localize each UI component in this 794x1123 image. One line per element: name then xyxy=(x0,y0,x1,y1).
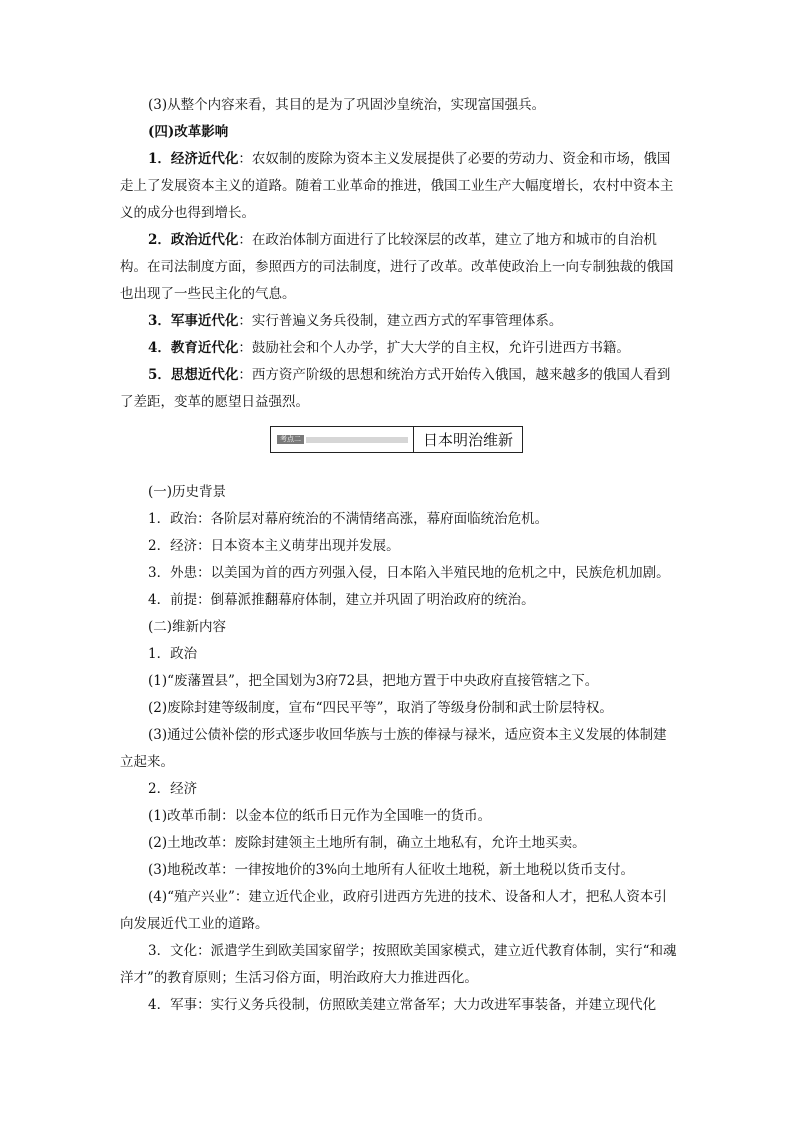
document-page xyxy=(120,92,680,1019)
impact-label: 1．经济近代化 xyxy=(148,151,239,167)
paragraph: (3)从整个内容来看，其目的是为了巩固沙皇统治，实现富国强兵。 xyxy=(148,97,546,113)
background-item: 2．经济：日本资本主义萌芽出现并发展。 xyxy=(148,538,400,554)
politics-item: (2)废除封建等级制度，宣布“四民平等”，取消了等级身份制和武士阶层特权。 xyxy=(148,700,613,716)
impact-item xyxy=(120,362,680,416)
subsection-heading: 1．政治 xyxy=(148,646,198,662)
banner-tag-area xyxy=(271,427,414,452)
impact-label: 4．教育近代化 xyxy=(148,340,239,356)
banner-title: 日本明治维新 xyxy=(422,431,513,449)
impact-text: ：西方资产阶级的思想和统治方式开始传入俄国，越来越多的俄国人看到了差距，变革的愿望日益强烈。 xyxy=(120,367,671,410)
impact-item xyxy=(120,227,680,308)
impact-text: ：实行普遍义务兵役制，建立西方式的军事管理体系。 xyxy=(238,313,563,329)
impact-label: 5．思想近代化 xyxy=(148,367,239,383)
impact-text: ：鼓励社会和个人办学，扩大大学的自主权，允许引进西方书籍。 xyxy=(238,340,630,356)
politics-item: (1)“废藩置县”，把全国划为3府72县，把地方置于中央政府直接管辖之下。 xyxy=(148,673,599,689)
subsection-heading: 2．经济 xyxy=(148,781,198,797)
section-heading: (一)历史背景 xyxy=(148,484,227,500)
impact-item xyxy=(120,308,680,335)
background-item: 4．前提：倒幕派推翻幕府体制，建立并巩固了明治政府的统治。 xyxy=(148,592,535,608)
background-item: 1．政治：各阶层对幕府统治的不满情绪高涨，幕府面临统治危机。 xyxy=(148,511,549,527)
background-item: 3．外患：以美国为首的西方列强入侵，日本陷入半殖民地的危机之中，民族危机加剧。 xyxy=(148,565,670,581)
impact-text: ：农奴制的废除为资本主义发展提供了必要的劳动力、资金和市场，俄国走上了发展资本主义的道路。随着工业革命的推进，俄国工业生产大幅度增长，农村中资本主义的成分也得到增长。 xyxy=(120,151,674,221)
military-paragraph: 4．军事：实行义务兵役制，仿照欧美建立常备军；大力改进军事装备，并建立现代化 xyxy=(148,997,657,1013)
impact-item xyxy=(120,335,680,362)
impact-label: 2．政治近代化 xyxy=(148,232,239,248)
impact-label: 3．军事近代化 xyxy=(148,313,239,329)
economy-item: (2)土地改革：废除封建领主土地所有制，确立土地私有，允许土地买卖。 xyxy=(148,835,586,851)
impact-item xyxy=(120,146,680,227)
banner-bar xyxy=(306,437,408,443)
topic-banner xyxy=(270,426,523,453)
economy-item: (3)地税改革：一律按地价的3%向土地所有人征收土地税，新土地税以货币支付。 xyxy=(148,862,635,878)
impact-text: ：在政治体制方面进行了比较深层的改革，建立了地方和城市的自治机构。在司法制度方面，参照西方的司法制度，进行了改革。改革使政治上一向专制独裁的俄国也出现了一些民主化的气息。 xyxy=(120,232,674,302)
banner-tag: 考点二 xyxy=(277,435,304,444)
section-heading: (二)维新内容 xyxy=(148,619,227,635)
culture-paragraph: 3．文化：派遣学生到欧美国家留学；按照欧美国家模式，建立近代教育体制，实行“和魂洋才”的教育原则；生活习俗方面，明治政府大力推进西化。 xyxy=(120,943,677,986)
economy-item: (1)改革币制：以金本位的纸币日元作为全国唯一的货币。 xyxy=(148,808,492,824)
economy-item: (4)“殖产兴业”：建立近代企业，政府引进西方先进的技术、设备和人才，把私人资本引向发展近代工业的道路。 xyxy=(120,889,667,932)
politics-item: (3)通过公债补偿的形式逐步收回华族与士族的俸禄与禄米，适应资本主义发展的体制建立起来。 xyxy=(120,727,667,770)
section-heading: (四)改革影响 xyxy=(148,124,229,140)
